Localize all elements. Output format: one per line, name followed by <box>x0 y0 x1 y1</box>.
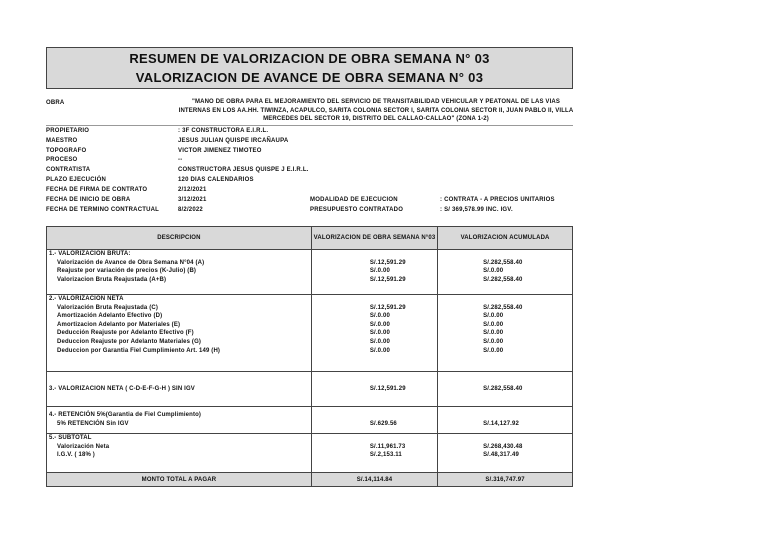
report-title: RESUMEN DE VALORIZACION DE OBRA SEMANA N° 03 <box>129 51 490 66</box>
value-cell: S/.282,558.40 <box>483 304 523 311</box>
section-title: 3.- VALORIZACION NETA ( C-D-E-F-G-H ) SIN IGV <box>49 385 195 392</box>
value-cell: S/.0.00 <box>369 313 390 320</box>
value-cell: S/.0.00 <box>369 347 390 354</box>
total-semana: S/.14,114.84 <box>311 473 437 487</box>
header-semana: VALORIZACION DE OBRA SEMANA N°03 <box>311 227 437 250</box>
row-label: Deduccion por Garantia Fiel Cumplimiento Art. 149 (H) <box>57 347 221 354</box>
section-title: 5.- SUBTOTAL <box>49 435 92 441</box>
info-label-plazo: PLAZO EJECUCIÓN <box>46 177 107 183</box>
obra-label: OBRA <box>46 100 65 106</box>
value-cell: S/.0.00 <box>483 321 504 328</box>
value-cell: S/.0.00 <box>483 268 504 275</box>
info-value-proceso: -- <box>178 157 183 163</box>
row-label: Deduccion Reajuste por Adelanto Materiales (G) <box>57 338 202 345</box>
row-label: Reajuste por variación de precios (K-Julio) (B) <box>57 268 197 275</box>
value-cell: S/.282,558.40 <box>483 276 523 283</box>
table-row <box>47 295 573 372</box>
value-cell: S/.0.00 <box>369 338 390 345</box>
row-label: Deducción Reajuste por Adelanto Efectivo (F) <box>57 330 194 337</box>
row-label: Amortizacion Adelanto por Materiales (E) <box>57 321 181 328</box>
info-label-topografo: TOPOGRAFO <box>46 148 87 154</box>
row-label: Valorizacion Bruta Reajustada (A+B) <box>57 276 167 283</box>
value-cell: S/.12,591.29 <box>369 276 406 283</box>
info-value-contratista: CONSTRUCTORA JESUS QUISPE J E.I.R.L. <box>178 167 309 173</box>
title-box <box>46 47 573 89</box>
info-label-fecha-firma: FECHA DE FIRMA DE CONTRATO <box>46 187 148 193</box>
value-cell: S/.0.00 <box>483 347 504 354</box>
row-label: Valorización Neta <box>57 443 110 450</box>
table-row <box>47 372 573 407</box>
value-cell: S/.629.56 <box>369 421 397 427</box>
value-cell: S/.268,430.48 <box>483 443 523 450</box>
value-cell: S/.12,591.29 <box>369 304 406 311</box>
row-label: Valorización de Avance de Obra Semana N°04 (A) <box>57 259 205 266</box>
section-title: 1.- VALORIZACION BRUTA: <box>49 251 131 257</box>
row-label: I.G.V. ( 18% ) <box>57 452 95 459</box>
row-label: Amortización Adelanto Efectivo (D) <box>57 313 163 320</box>
total-row <box>47 473 573 487</box>
value-cell: S/.0.00 <box>369 268 390 275</box>
report-subtitle: VALORIZACION DE AVANCE DE OBRA SEMANA N° 03 <box>135 70 484 85</box>
row-label: Valorización Bruta Reajustada (C) <box>57 304 158 311</box>
value-cell: S/.0.00 <box>483 338 504 345</box>
table-row <box>47 250 573 295</box>
value-cell: S/.14,127.92 <box>483 421 519 427</box>
value-cell: S/.282,558.40 <box>483 385 523 392</box>
section-title: 2.- VALORIZACION NETA <box>49 296 124 302</box>
header-acumulada: VALORIZACION ACUMULADA <box>438 227 573 250</box>
info-value-plazo: 120 DIAS CALENDARIOS <box>178 177 254 183</box>
divider <box>46 125 573 126</box>
info-value-fecha-firma: 2/12/2021 <box>178 187 207 193</box>
section-title: 4.- RETENCIÓN 5%(Garantia de Fiel Cumplimiento) <box>49 412 202 419</box>
value-cell: S/.0.00 <box>369 330 390 337</box>
presupuesto-value: : S/ 369,578.99 INC. IGV. <box>440 207 513 213</box>
table-header <box>47 227 573 250</box>
row-label: 5% RETENCIÓN Sin IGV <box>57 421 129 427</box>
info-value-fecha-termino: 8/2/2022 <box>178 207 203 213</box>
value-cell: S/.0.00 <box>483 313 504 320</box>
modalidad-value: : CONTRATA - A PRECIOS UNITARIOS <box>440 197 555 203</box>
total-label: MONTO TOTAL A PAGAR <box>47 473 312 487</box>
total-acumulada: S/.316,747.97 <box>438 473 573 487</box>
value-cell: S/.11,961.73 <box>369 443 406 450</box>
info-label-maestro: MAESTRO <box>46 138 78 144</box>
modalidad-label: MODALIDAD DE EJECUCION <box>310 197 398 203</box>
info-value-maestro: JESUS JULIAN QUISPE IRCAÑAUPA <box>178 138 289 144</box>
value-cell: S/.48,317.49 <box>483 452 519 459</box>
value-cell: S/.2,153.11 <box>369 452 402 459</box>
value-cell: S/.12,591.29 <box>369 385 406 392</box>
info-label-fecha-termino: FECHA DE TERMINO CONTRACTUAL <box>46 207 160 213</box>
info-label-fecha-inicio: FECHA DE INICIO DE OBRA <box>46 197 131 203</box>
value-cell: S/.12,591.29 <box>369 259 406 266</box>
valorizacion-table <box>46 226 573 487</box>
value-cell: S/.0.00 <box>369 321 390 328</box>
table-row <box>47 407 573 434</box>
obra-value: "MANO DE OBRA PARA EL MEJORAMIENTO DEL SERVICIO DE TRANSITABILIDAD VEHICULAR Y PEATONAL DE LAS VIAS INTERNAS EN LOS AA.HH. TIWINZA, ACAPULCO, SARITA COLONIA SECTOR I, SARITA COLONIA SECTOR II, JUAN PABLO II, VILLA MERCEDES DEL SECTOR 19, DISTRITO DEL CALLAO-CALLAO" (ZONA 1-2) <box>178 99 574 122</box>
presupuesto-label: PRESUPUESTO CONTRATADO <box>310 207 404 213</box>
info-label-contratista: CONTRATISTA <box>46 167 91 173</box>
info-label-proceso: PROCESO <box>46 157 78 163</box>
table-row <box>47 434 573 473</box>
header-descripcion: DESCRIPCION <box>47 227 312 250</box>
value-cell: S/.0.00 <box>483 330 504 337</box>
info-label-propietario: PROPIETARIO <box>46 128 90 134</box>
info-value-topografo: VICTOR JIMENEZ TIMOTEO <box>178 148 262 154</box>
info-value-propietario: : 3F CONSTRUCTORA E.I.R.L. <box>178 128 269 134</box>
value-cell: S/.282,558.40 <box>483 259 523 266</box>
info-value-fecha-inicio: 3/12/2021 <box>178 197 207 203</box>
